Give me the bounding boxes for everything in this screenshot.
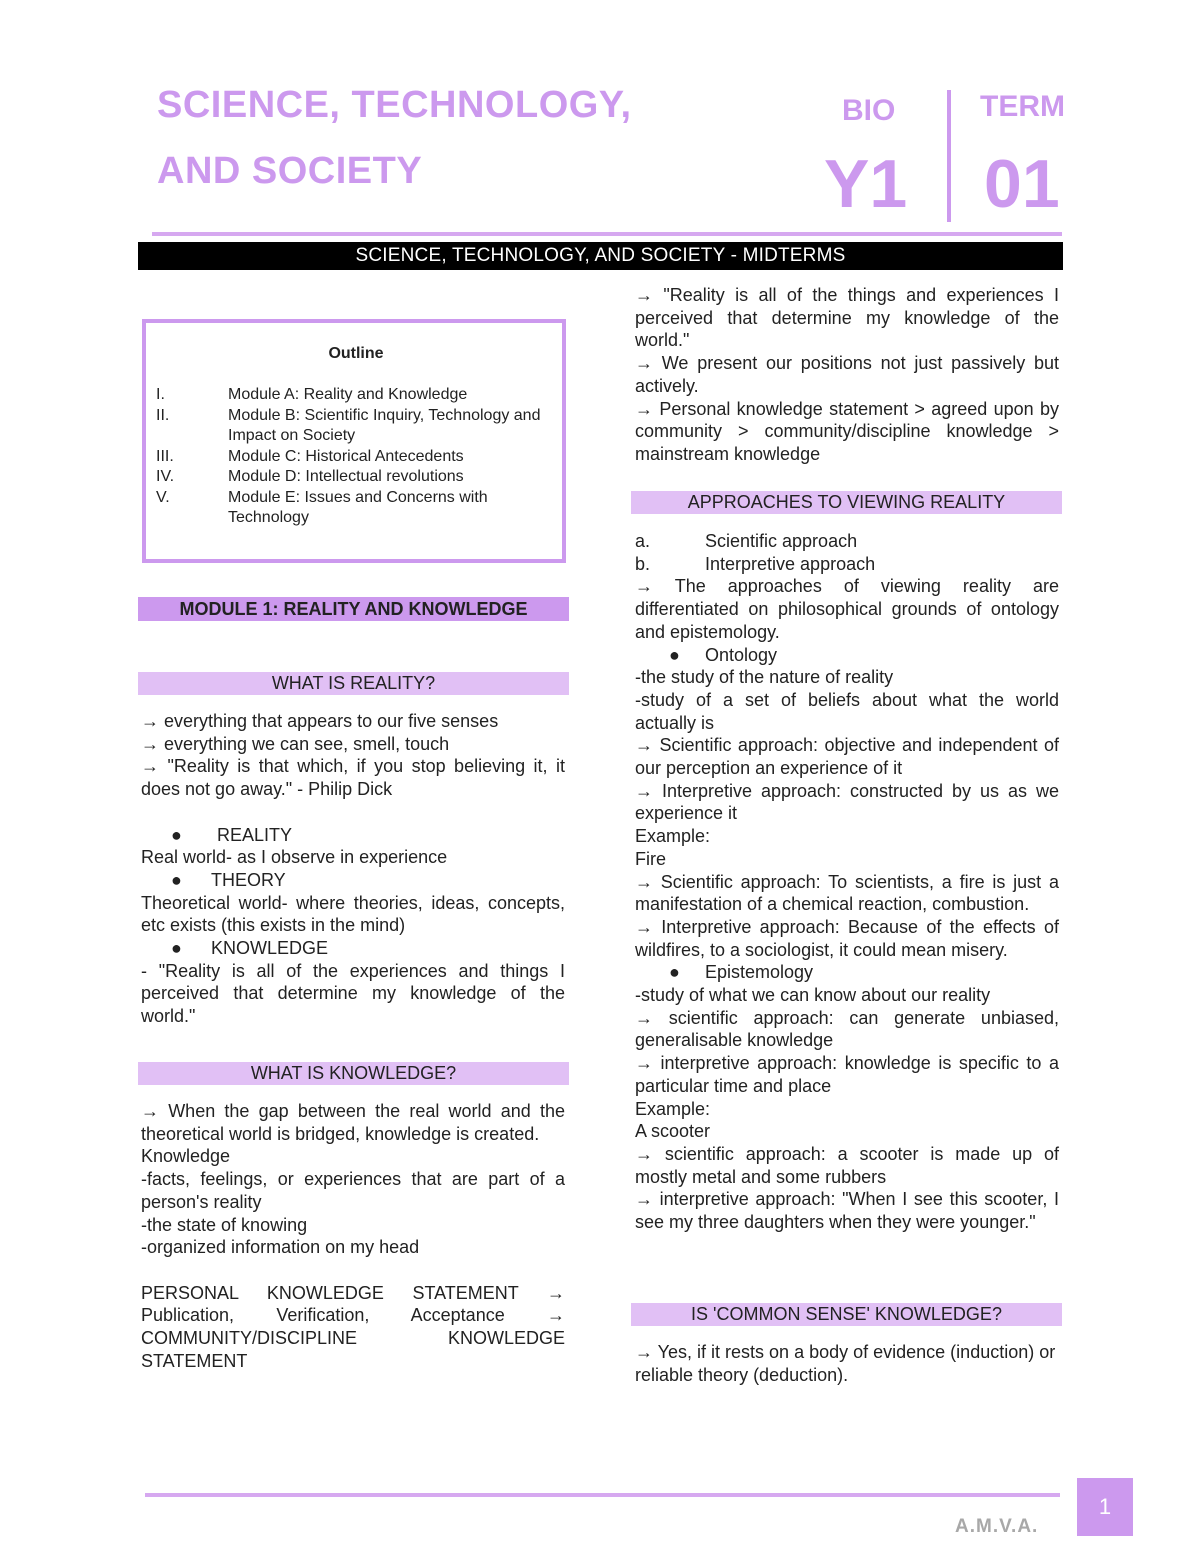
outline-num: III. bbox=[156, 447, 174, 465]
bullet-reality bbox=[141, 824, 565, 847]
term-label: TERM bbox=[980, 90, 1065, 123]
outline-text: Module A: Reality and Knowledge bbox=[228, 386, 468, 403]
page-number: 1 bbox=[1077, 1478, 1133, 1536]
bullet-label: Ontology bbox=[705, 644, 778, 665]
intro-line: → We present our positions not just passively but actively. bbox=[635, 353, 1059, 396]
ontology-line: → Interpretive approach: constructed by us as we experience it bbox=[635, 780, 1059, 824]
outline-num: V. bbox=[156, 488, 170, 506]
reality-line: → everything that appears to our five senses bbox=[141, 711, 499, 731]
knowledge-section bbox=[141, 1100, 565, 1372]
knowledge-line: → When the gap between the real world and the theoretical world is bridged, knowledge is created. bbox=[141, 1101, 565, 1144]
outline-title: Outline bbox=[328, 345, 384, 362]
outline-text: Module B: Scientific Inquiry, Technology and Impact on Society bbox=[228, 406, 541, 444]
outline-text: Module C: Historical Antecedents bbox=[228, 447, 464, 465]
intro-line: → "Reality is all of the things and experiences I perceived that determine my knowledge of the world." bbox=[635, 285, 1059, 351]
bullet-epistemology bbox=[635, 961, 1059, 984]
module-1-heading: MODULE 1: REALITY AND KNOWLEDGE bbox=[138, 597, 569, 621]
bullet-theory bbox=[141, 869, 565, 892]
example-item: A scooter bbox=[635, 1121, 711, 1142]
bullet-knowledge bbox=[141, 937, 565, 960]
example-scientific: → Scientific approach: To scientists, a fire is just a manifestation of a chemical reaction, combustion. bbox=[635, 871, 1059, 915]
approaches-heading: APPROACHES TO VIEWING REALITY bbox=[631, 491, 1062, 514]
common-sense-text: → Yes, if it rests on a body of evidence (induction) or reliable theory (deduction). bbox=[635, 1342, 1056, 1385]
knowledge-line: -organized information on my head bbox=[141, 1237, 420, 1258]
epistemology-line: -study of what we can know about our reality bbox=[635, 985, 991, 1006]
term-number: 01 bbox=[984, 146, 1060, 222]
spacer bbox=[141, 1259, 565, 1282]
outline-item bbox=[156, 488, 552, 529]
example-interpretive: → interpretive approach: "When I see this scooter, I see my three daughters when they were younger." bbox=[635, 1189, 1059, 1233]
bullet-label: REALITY bbox=[217, 824, 293, 845]
bullet-text: - "Reality is all of the experiences and things I perceived that determine my knowledge of the world." bbox=[141, 960, 565, 1027]
bullet-text: Theoretical world- where theories, ideas, concepts, etc exists (this exists in the mind) bbox=[141, 892, 565, 936]
outline-item bbox=[156, 447, 552, 468]
bullet-dot: ● bbox=[669, 962, 680, 983]
outline-num: II. bbox=[156, 406, 170, 424]
knowledge-line: -the state of knowing bbox=[141, 1214, 308, 1235]
ontology-line: -the study of the nature of reality bbox=[635, 667, 894, 688]
outline-num: I. bbox=[156, 386, 165, 403]
right-intro bbox=[635, 284, 1059, 466]
spacer bbox=[141, 801, 565, 824]
example-item: Fire bbox=[635, 848, 666, 869]
knowledge-statement: PERSONAL KNOWLEDGE STATEMENT → Publication, Verification, Acceptance → COMMUNITY/DISCIPLINE KNOWLEDGE STATEMENT bbox=[141, 1282, 565, 1371]
outline-text: Module D: Intellectual revolutions bbox=[228, 468, 464, 485]
bullet-text: Real world- as I observe in experience bbox=[141, 847, 448, 868]
bullet-label: Epistemology bbox=[705, 962, 814, 983]
reality-heading: WHAT IS REALITY? bbox=[138, 672, 569, 695]
bio-label: BIO bbox=[842, 94, 896, 127]
year-label: Y1 bbox=[824, 146, 908, 222]
example-scientific: → scientific approach: a scooter is made up of mostly metal and some rubbers bbox=[635, 1143, 1059, 1187]
ontology-line: -study of a set of beliefs about what the world actually is bbox=[635, 689, 1059, 733]
bullet-dot: ● bbox=[669, 644, 680, 665]
outline-num: IV. bbox=[156, 468, 175, 485]
example-label: Example: bbox=[635, 826, 711, 847]
bullet-dot: ● bbox=[171, 869, 182, 890]
bullet-dot: ● bbox=[171, 824, 182, 845]
outline-item bbox=[156, 385, 552, 406]
header-rule bbox=[152, 232, 1062, 236]
ontology-line: → Scientific approach: objective and independent of our perception an experience of it bbox=[635, 735, 1059, 779]
approach-label: a. bbox=[635, 531, 651, 551]
knowledge-line: Knowledge bbox=[141, 1146, 231, 1167]
bullet-ontology bbox=[635, 644, 1059, 667]
common-sense-heading: IS 'COMMON SENSE' KNOWLEDGE? bbox=[631, 1303, 1062, 1326]
knowledge-line: -facts, feelings, or experiences that are part of a person's reality bbox=[141, 1169, 565, 1212]
common-sense-section bbox=[635, 1341, 1059, 1386]
footer-rule bbox=[145, 1493, 1060, 1497]
outline-item bbox=[156, 406, 552, 447]
bullet-label: KNOWLEDGE bbox=[211, 938, 329, 959]
outline-text: Module E: Issues and Concerns with Technology bbox=[228, 488, 488, 526]
doc-title-line1: SCIENCE, TECHNOLOGY, bbox=[157, 84, 632, 126]
knowledge-heading: WHAT IS KNOWLEDGE? bbox=[138, 1062, 569, 1085]
bullet-label: THEORY bbox=[211, 869, 286, 890]
reality-quote: → "Reality is that which, if you stop believing it, it does not go away." - Philip Dick bbox=[141, 756, 565, 800]
footer-author: A.M.V.A. bbox=[955, 1516, 1039, 1537]
bullet-dot: ● bbox=[171, 938, 182, 959]
outline-item bbox=[156, 467, 552, 488]
approach-text: Interpretive approach bbox=[705, 553, 876, 574]
header-divider bbox=[947, 90, 951, 222]
example-label: Example: bbox=[635, 1098, 711, 1119]
intro-line: → Personal knowledge statement > agreed upon by community > community/discipline knowledge > mainstream knowledge bbox=[635, 398, 1059, 464]
reality-section bbox=[141, 710, 565, 1028]
approach-text: Scientific approach bbox=[705, 531, 858, 551]
doc-title-line2: AND SOCIETY bbox=[157, 150, 423, 192]
approach-diff: → The approaches of viewing reality are differentiated on philosophical grounds of ontology and epistemology. bbox=[635, 576, 1059, 642]
page-banner: SCIENCE, TECHNOLOGY, AND SOCIETY - MIDTERMS bbox=[138, 242, 1063, 270]
epistemology-line: → interpretive approach: knowledge is specific to a particular time and place bbox=[635, 1053, 1059, 1096]
approach-item bbox=[635, 553, 1059, 576]
reality-line: → everything we can see, smell, touch bbox=[141, 733, 450, 754]
approach-item bbox=[635, 530, 1059, 553]
outline-box bbox=[142, 319, 566, 563]
epistemology-line: → scientific approach: can generate unbiased, generalisable knowledge bbox=[635, 1007, 1059, 1051]
example-interpretive: → Interpretive approach: Because of the effects of wildfires, to a sociologist, it could mean misery. bbox=[635, 916, 1059, 960]
approaches-section bbox=[635, 530, 1059, 1234]
approach-label: b. bbox=[635, 553, 651, 574]
